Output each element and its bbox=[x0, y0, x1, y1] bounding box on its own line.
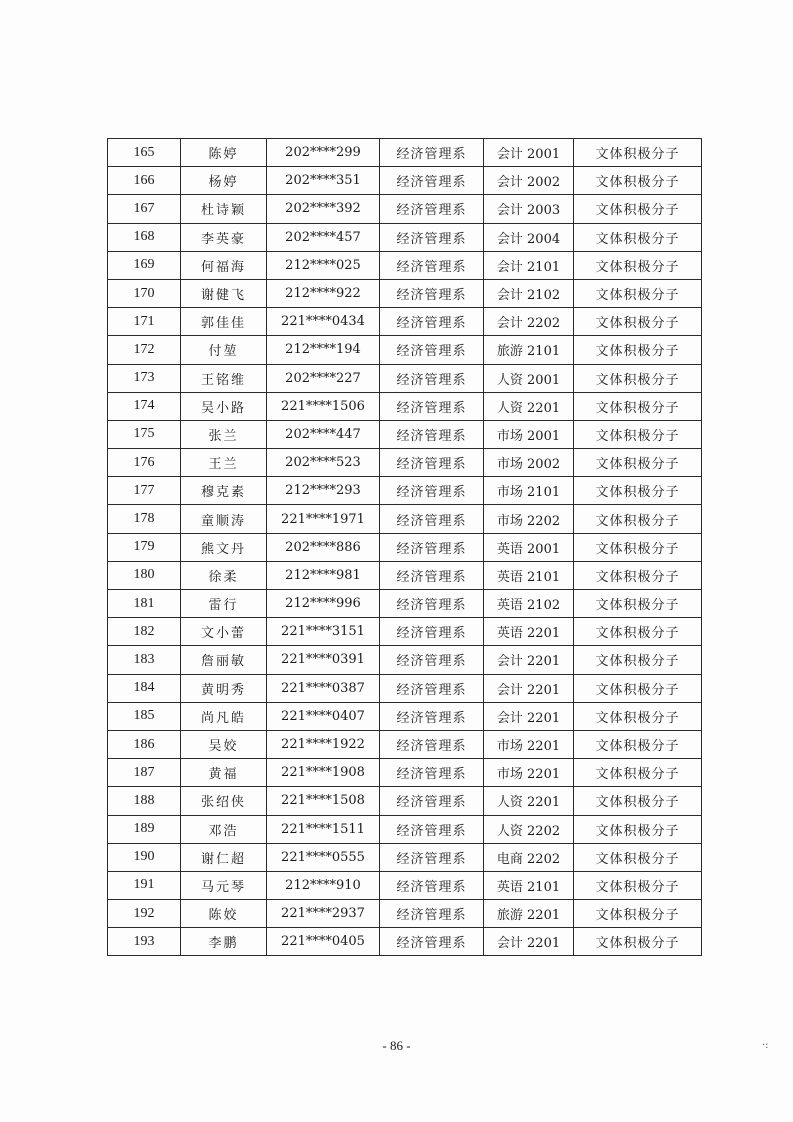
row-number-cell: 168 bbox=[108, 223, 181, 251]
table-row bbox=[108, 730, 702, 758]
student-name-cell: 詹丽敏 bbox=[181, 646, 267, 674]
student-name-cell: 何福海 bbox=[181, 251, 267, 279]
class-name-cell: 会计 2003 bbox=[484, 195, 574, 223]
class-name-cell: 英语 2001 bbox=[484, 533, 574, 561]
student-id-cell: 212****922 bbox=[267, 279, 380, 307]
student-id-cell: 202****351 bbox=[267, 167, 380, 195]
row-number-cell: 171 bbox=[108, 308, 181, 336]
row-number-cell: 183 bbox=[108, 646, 181, 674]
table-row bbox=[108, 871, 702, 899]
department-cell: 经济管理系 bbox=[380, 392, 484, 420]
row-number-cell: 179 bbox=[108, 533, 181, 561]
student-id-cell: 221****1508 bbox=[267, 787, 380, 815]
student-id-cell: 221****1922 bbox=[267, 730, 380, 758]
award-title-cell: 文体积极分子 bbox=[574, 843, 702, 871]
table-row bbox=[108, 815, 702, 843]
award-title-cell: 文体积极分子 bbox=[574, 561, 702, 589]
award-title-cell: 文体积极分子 bbox=[574, 392, 702, 420]
row-number-cell: 186 bbox=[108, 730, 181, 758]
award-title-cell: 文体积极分子 bbox=[574, 533, 702, 561]
department-cell: 经济管理系 bbox=[380, 420, 484, 448]
student-id-cell: 221****0434 bbox=[267, 308, 380, 336]
class-name-cell: 会计 2001 bbox=[484, 139, 574, 167]
department-cell: 经济管理系 bbox=[380, 561, 484, 589]
department-cell: 经济管理系 bbox=[380, 139, 484, 167]
student-id-cell: 212****025 bbox=[267, 251, 380, 279]
class-name-cell: 会计 2201 bbox=[484, 928, 574, 956]
student-name-cell: 杨婷 bbox=[181, 167, 267, 195]
student-id-cell: 202****299 bbox=[267, 139, 380, 167]
class-name-cell: 旅游 2201 bbox=[484, 900, 574, 928]
student-name-cell: 陈婷 bbox=[181, 139, 267, 167]
table-row bbox=[108, 702, 702, 730]
student-name-cell: 郭佳佳 bbox=[181, 308, 267, 336]
table-row bbox=[108, 223, 702, 251]
department-cell: 经济管理系 bbox=[380, 308, 484, 336]
row-number-cell: 181 bbox=[108, 590, 181, 618]
department-cell: 经济管理系 bbox=[380, 702, 484, 730]
class-name-cell: 会计 2004 bbox=[484, 223, 574, 251]
row-number-cell: 180 bbox=[108, 561, 181, 589]
student-id-cell: 221****1908 bbox=[267, 759, 380, 787]
department-cell: 经济管理系 bbox=[380, 336, 484, 364]
table-row bbox=[108, 364, 702, 392]
row-number-cell: 175 bbox=[108, 420, 181, 448]
student-id-cell: 221****1506 bbox=[267, 392, 380, 420]
award-title-cell: 文体积极分子 bbox=[574, 787, 702, 815]
row-number-cell: 176 bbox=[108, 449, 181, 477]
award-title-cell: 文体积极分子 bbox=[574, 336, 702, 364]
department-cell: 经济管理系 bbox=[380, 223, 484, 251]
student-name-cell: 谢健飞 bbox=[181, 279, 267, 307]
student-id-cell: 221****3151 bbox=[267, 618, 380, 646]
student-id-cell: 221****0555 bbox=[267, 843, 380, 871]
class-name-cell: 市场 2202 bbox=[484, 505, 574, 533]
class-name-cell: 会计 2102 bbox=[484, 279, 574, 307]
department-cell: 经济管理系 bbox=[380, 787, 484, 815]
table-row bbox=[108, 167, 702, 195]
table-row bbox=[108, 843, 702, 871]
class-name-cell: 人资 2202 bbox=[484, 815, 574, 843]
row-number-cell: 178 bbox=[108, 505, 181, 533]
scan-mark: ·: bbox=[762, 1040, 769, 1051]
department-cell: 经济管理系 bbox=[380, 533, 484, 561]
class-name-cell: 英语 2101 bbox=[484, 871, 574, 899]
row-number-cell: 188 bbox=[108, 787, 181, 815]
award-title-cell: 文体积极分子 bbox=[574, 420, 702, 448]
row-number-cell: 190 bbox=[108, 843, 181, 871]
class-name-cell: 英语 2201 bbox=[484, 618, 574, 646]
table-row bbox=[108, 590, 702, 618]
student-id-cell: 212****194 bbox=[267, 336, 380, 364]
student-name-cell: 杜诗颖 bbox=[181, 195, 267, 223]
award-title-cell: 文体积极分子 bbox=[574, 759, 702, 787]
student-name-cell: 王铭维 bbox=[181, 364, 267, 392]
student-id-cell: 202****392 bbox=[267, 195, 380, 223]
department-cell: 经济管理系 bbox=[380, 590, 484, 618]
class-name-cell: 人资 2201 bbox=[484, 392, 574, 420]
student-id-cell: 202****886 bbox=[267, 533, 380, 561]
award-title-cell: 文体积极分子 bbox=[574, 279, 702, 307]
student-id-cell: 221****2937 bbox=[267, 900, 380, 928]
table-row bbox=[108, 251, 702, 279]
student-id-cell: 221****0407 bbox=[267, 702, 380, 730]
award-title-cell: 文体积极分子 bbox=[574, 900, 702, 928]
award-title-cell: 文体积极分子 bbox=[574, 815, 702, 843]
row-number-cell: 170 bbox=[108, 279, 181, 307]
student-id-cell: 212****910 bbox=[267, 871, 380, 899]
student-name-cell: 王兰 bbox=[181, 449, 267, 477]
table-row bbox=[108, 674, 702, 702]
row-number-cell: 185 bbox=[108, 702, 181, 730]
student-name-cell: 文小蕾 bbox=[181, 618, 267, 646]
student-name-cell: 雷行 bbox=[181, 590, 267, 618]
department-cell: 经济管理系 bbox=[380, 646, 484, 674]
student-id-cell: 221****1971 bbox=[267, 505, 380, 533]
student-name-cell: 穆克素 bbox=[181, 477, 267, 505]
student-name-cell: 张兰 bbox=[181, 420, 267, 448]
award-title-cell: 文体积极分子 bbox=[574, 251, 702, 279]
department-cell: 经济管理系 bbox=[380, 505, 484, 533]
department-cell: 经济管理系 bbox=[380, 618, 484, 646]
student-id-cell: 212****996 bbox=[267, 590, 380, 618]
department-cell: 经济管理系 bbox=[380, 759, 484, 787]
award-title-cell: 文体积极分子 bbox=[574, 590, 702, 618]
student-name-cell: 付堃 bbox=[181, 336, 267, 364]
class-name-cell: 会计 2201 bbox=[484, 674, 574, 702]
award-title-cell: 文体积极分子 bbox=[574, 308, 702, 336]
table-row bbox=[108, 505, 702, 533]
student-name-cell: 童顺涛 bbox=[181, 505, 267, 533]
row-number-cell: 166 bbox=[108, 167, 181, 195]
class-name-cell: 英语 2102 bbox=[484, 590, 574, 618]
award-title-cell: 文体积极分子 bbox=[574, 167, 702, 195]
page-number: - 86 - bbox=[382, 1038, 411, 1053]
table-row bbox=[108, 759, 702, 787]
student-id-cell: 202****447 bbox=[267, 420, 380, 448]
department-cell: 经济管理系 bbox=[380, 195, 484, 223]
student-name-cell: 熊文丹 bbox=[181, 533, 267, 561]
student-name-cell: 李鹏 bbox=[181, 928, 267, 956]
department-cell: 经济管理系 bbox=[380, 815, 484, 843]
department-cell: 经济管理系 bbox=[380, 449, 484, 477]
student-name-cell: 徐柔 bbox=[181, 561, 267, 589]
row-number-cell: 187 bbox=[108, 759, 181, 787]
department-cell: 经济管理系 bbox=[380, 364, 484, 392]
award-title-cell: 文体积极分子 bbox=[574, 364, 702, 392]
student-name-cell: 吴小路 bbox=[181, 392, 267, 420]
table-row bbox=[108, 900, 702, 928]
student-name-cell: 谢仁超 bbox=[181, 843, 267, 871]
award-title-cell: 文体积极分子 bbox=[574, 674, 702, 702]
table-row bbox=[108, 618, 702, 646]
award-title-cell: 文体积极分子 bbox=[574, 195, 702, 223]
award-title-cell: 文体积极分子 bbox=[574, 618, 702, 646]
department-cell: 经济管理系 bbox=[380, 167, 484, 195]
student-id-cell: 202****227 bbox=[267, 364, 380, 392]
award-title-cell: 文体积极分子 bbox=[574, 505, 702, 533]
table-row bbox=[108, 420, 702, 448]
table-row bbox=[108, 139, 702, 167]
student-name-cell: 张绍侠 bbox=[181, 787, 267, 815]
student-id-cell: 212****293 bbox=[267, 477, 380, 505]
table-row bbox=[108, 392, 702, 420]
table-row bbox=[108, 477, 702, 505]
department-cell: 经济管理系 bbox=[380, 871, 484, 899]
class-name-cell: 会计 2201 bbox=[484, 646, 574, 674]
row-number-cell: 174 bbox=[108, 392, 181, 420]
award-title-cell: 文体积极分子 bbox=[574, 871, 702, 899]
row-number-cell: 193 bbox=[108, 928, 181, 956]
row-number-cell: 173 bbox=[108, 364, 181, 392]
department-cell: 经济管理系 bbox=[380, 730, 484, 758]
department-cell: 经济管理系 bbox=[380, 251, 484, 279]
row-number-cell: 191 bbox=[108, 871, 181, 899]
department-cell: 经济管理系 bbox=[380, 674, 484, 702]
class-name-cell: 市场 2002 bbox=[484, 449, 574, 477]
student-name-cell: 邓浩 bbox=[181, 815, 267, 843]
row-number-cell: 172 bbox=[108, 336, 181, 364]
student-id-cell: 221****0387 bbox=[267, 674, 380, 702]
class-name-cell: 会计 2101 bbox=[484, 251, 574, 279]
student-name-cell: 吴姣 bbox=[181, 730, 267, 758]
student-name-cell: 陈姣 bbox=[181, 900, 267, 928]
table-row bbox=[108, 561, 702, 589]
class-name-cell: 会计 2002 bbox=[484, 167, 574, 195]
table-row bbox=[108, 928, 702, 956]
class-name-cell: 市场 2001 bbox=[484, 420, 574, 448]
department-cell: 经济管理系 bbox=[380, 477, 484, 505]
department-cell: 经济管理系 bbox=[380, 843, 484, 871]
row-number-cell: 192 bbox=[108, 900, 181, 928]
award-title-cell: 文体积极分子 bbox=[574, 449, 702, 477]
award-title-cell: 文体积极分子 bbox=[574, 928, 702, 956]
table-row bbox=[108, 336, 702, 364]
class-name-cell: 人资 2201 bbox=[484, 787, 574, 815]
student-id-cell: 221****0391 bbox=[267, 646, 380, 674]
student-id-cell: 212****981 bbox=[267, 561, 380, 589]
class-name-cell: 旅游 2101 bbox=[484, 336, 574, 364]
student-id-cell: 202****457 bbox=[267, 223, 380, 251]
award-title-cell: 文体积极分子 bbox=[574, 477, 702, 505]
class-name-cell: 会计 2202 bbox=[484, 308, 574, 336]
table-row bbox=[108, 787, 702, 815]
table-row bbox=[108, 308, 702, 336]
table-row bbox=[108, 646, 702, 674]
class-name-cell: 电商 2202 bbox=[484, 843, 574, 871]
row-number-cell: 165 bbox=[108, 139, 181, 167]
row-number-cell: 184 bbox=[108, 674, 181, 702]
student-id-cell: 221****1511 bbox=[267, 815, 380, 843]
class-name-cell: 市场 2201 bbox=[484, 730, 574, 758]
row-number-cell: 177 bbox=[108, 477, 181, 505]
award-title-cell: 文体积极分子 bbox=[574, 139, 702, 167]
class-name-cell: 人资 2001 bbox=[484, 364, 574, 392]
table-row bbox=[108, 449, 702, 477]
award-title-cell: 文体积极分子 bbox=[574, 223, 702, 251]
student-name-cell: 尚凡皓 bbox=[181, 702, 267, 730]
table-row bbox=[108, 533, 702, 561]
row-number-cell: 189 bbox=[108, 815, 181, 843]
roster-table bbox=[107, 138, 702, 956]
roster-body bbox=[108, 139, 702, 956]
class-name-cell: 市场 2101 bbox=[484, 477, 574, 505]
department-cell: 经济管理系 bbox=[380, 928, 484, 956]
student-name-cell: 马元琴 bbox=[181, 871, 267, 899]
award-title-cell: 文体积极分子 bbox=[574, 730, 702, 758]
department-cell: 经济管理系 bbox=[380, 279, 484, 307]
student-name-cell: 李英豪 bbox=[181, 223, 267, 251]
row-number-cell: 182 bbox=[108, 618, 181, 646]
student-name-cell: 黄明秀 bbox=[181, 674, 267, 702]
award-title-cell: 文体积极分子 bbox=[574, 646, 702, 674]
table-row bbox=[108, 279, 702, 307]
row-number-cell: 169 bbox=[108, 251, 181, 279]
student-id-cell: 202****523 bbox=[267, 449, 380, 477]
class-name-cell: 会计 2201 bbox=[484, 702, 574, 730]
student-id-cell: 221****0405 bbox=[267, 928, 380, 956]
class-name-cell: 市场 2201 bbox=[484, 759, 574, 787]
table-row bbox=[108, 195, 702, 223]
department-cell: 经济管理系 bbox=[380, 900, 484, 928]
student-name-cell: 黄福 bbox=[181, 759, 267, 787]
class-name-cell: 英语 2101 bbox=[484, 561, 574, 589]
award-title-cell: 文体积极分子 bbox=[574, 702, 702, 730]
row-number-cell: 167 bbox=[108, 195, 181, 223]
